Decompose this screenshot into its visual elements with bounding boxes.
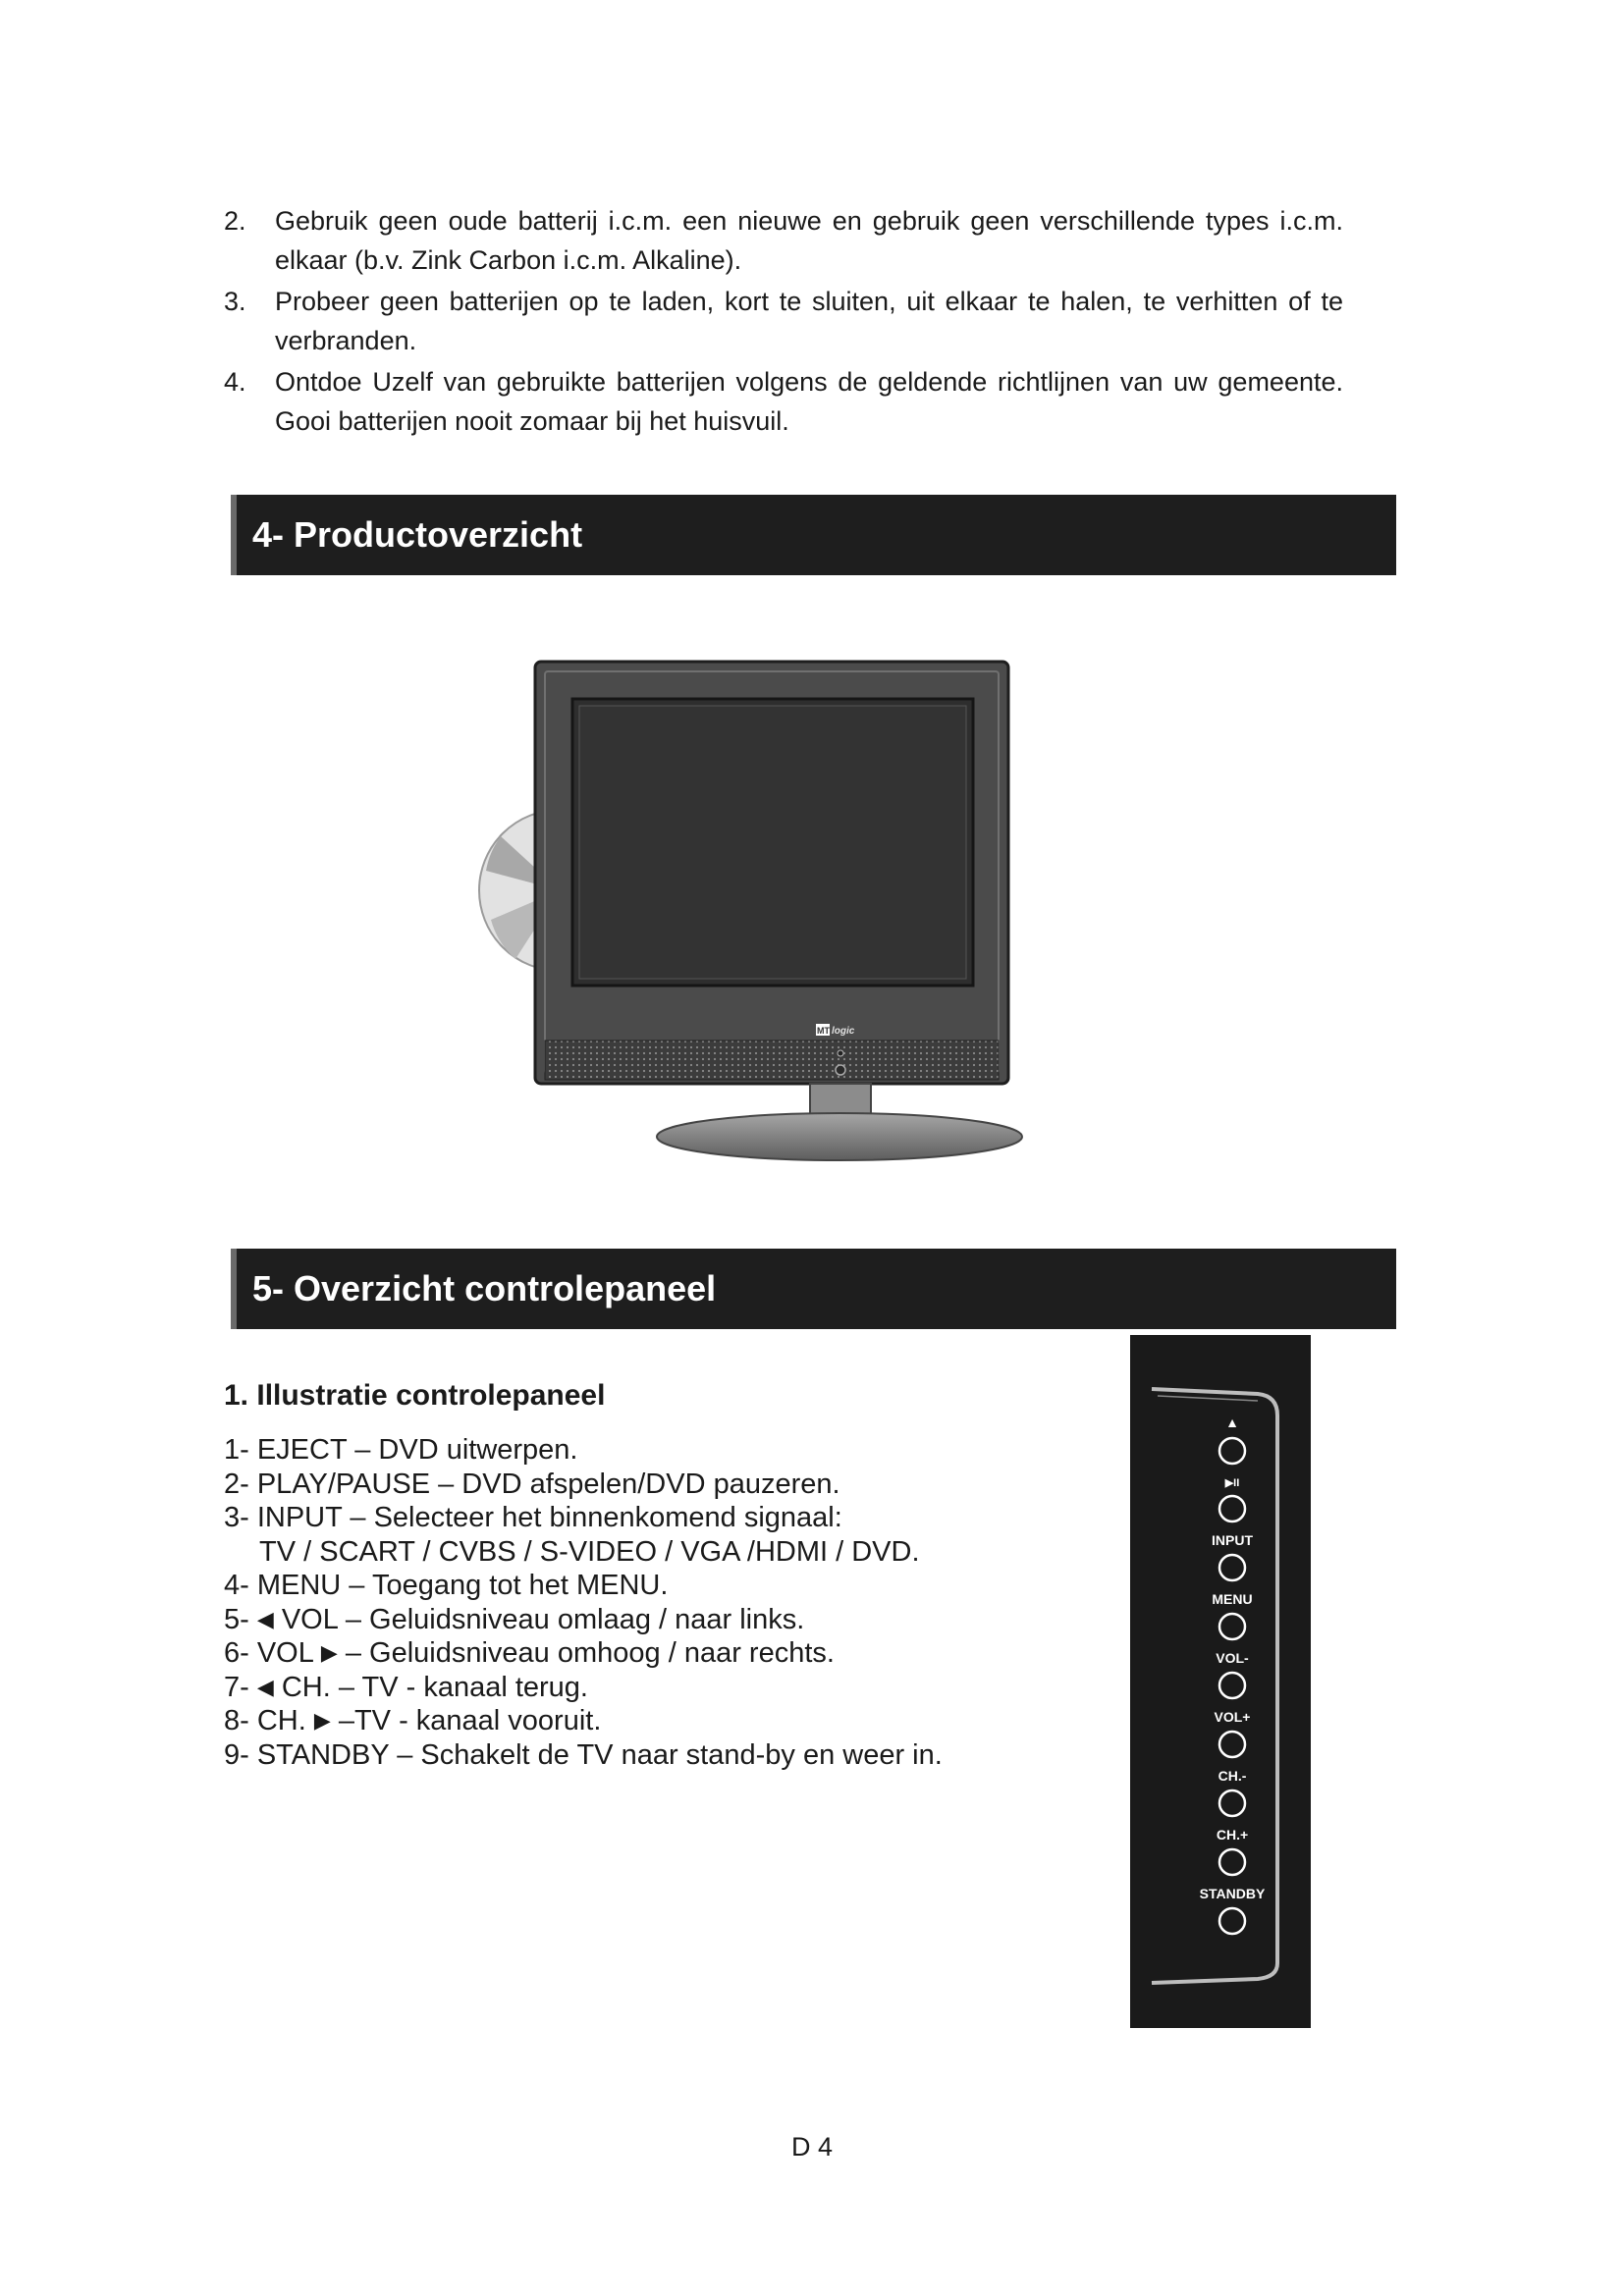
eject-label: ▲ <box>1225 1415 1239 1430</box>
battery-note-text: Ontdoe Uzelf van gebruikte batterijen volgens de geldende richtlijnen van uw gemeente. Gooi batterijen nooit zomaar bij het huisvuil. <box>275 367 1343 436</box>
list-item: TV / SCART / CVBS / S-VIDEO / VGA /HDMI / DVD. <box>259 1535 920 1568</box>
input-label: INPUT <box>1212 1532 1253 1548</box>
ch-down-label: CH.- <box>1218 1768 1247 1784</box>
section-title: 4- Productoverzicht <box>252 514 583 555</box>
battery-note-number: 2. <box>224 206 246 236</box>
list-item: 6- VOL ▶ – Geluidsniveau omhoog / naar rechts. <box>224 1637 835 1669</box>
list-item: 4- MENU – Toegang tot het MENU. <box>224 1570 669 1601</box>
arrow-left-icon: ◀ <box>256 1606 274 1631</box>
arrow-right-icon: ▶ <box>320 1640 338 1665</box>
page-number: D 4 <box>790 2132 834 2162</box>
vol-down-label: VOL- <box>1216 1650 1249 1666</box>
svg-text:logic: logic <box>832 1026 855 1037</box>
brand-logo <box>816 1024 855 1037</box>
battery-note <box>224 362 1343 441</box>
list-item: 2- PLAY/PAUSE – DVD afspelen/DVD pauzeren. <box>224 1468 840 1500</box>
tv-illustration <box>447 650 1036 1200</box>
section-header-control-panel <box>231 1249 1396 1329</box>
list-item: 5- ◀ VOL – Geluidsniveau omlaag / naar links. <box>224 1603 805 1635</box>
arrow-left-icon: ◀ <box>256 1674 274 1699</box>
list-item: 3- INPUT – Selecteer het binnenkomend signaal: <box>224 1502 842 1533</box>
battery-note-text: Probeer geen batterijen op te laden, kort te sluiten, uit elkaar te halen, te verhitten of te verbranden. <box>275 287 1343 355</box>
battery-note <box>224 282 1343 360</box>
control-panel-heading: 1. Illustratie controlepaneel <box>224 1379 606 1412</box>
list-item: 1- EJECT – DVD uitwerpen. <box>224 1434 578 1466</box>
tv-stand-base <box>657 1113 1022 1160</box>
battery-note-number: 3. <box>224 287 246 316</box>
svg-text:MT: MT <box>817 1026 830 1036</box>
list-item: 8- CH. ▶ –TV - kanaal vooruit. <box>224 1705 602 1736</box>
section-header-product-overview <box>231 495 1396 575</box>
battery-note-text: Gebruik geen oude batterij i.c.m. een nieuwe en gebruik geen verschillende types i.c.m. elkaar (b.v. Zink Carbon i.c.m. Alkaline). <box>275 206 1343 275</box>
section-title: 5- Overzicht controlepaneel <box>252 1268 717 1308</box>
ir-sensor-icon <box>836 1065 845 1075</box>
standby-label: STANDBY <box>1199 1886 1266 1901</box>
speaker-grille <box>545 1041 999 1080</box>
battery-note-number: 4. <box>224 367 246 397</box>
list-item: 7- ◀ CH. – TV - kanaal terug. <box>224 1671 588 1703</box>
list-item: 9- STANDBY – Schakelt de TV naar stand-by en weer in. <box>224 1738 943 1771</box>
control-panel-list <box>224 1433 1088 1772</box>
play-pause-label: ▶II <box>1224 1477 1240 1489</box>
vol-up-label: VOL+ <box>1214 1709 1251 1725</box>
menu-label: MENU <box>1212 1591 1253 1607</box>
arrow-right-icon: ▶ <box>313 1708 331 1733</box>
battery-notes-list <box>224 201 1343 443</box>
power-indicator-icon <box>838 1050 843 1056</box>
ch-up-label: CH.+ <box>1216 1827 1249 1842</box>
control-panel-illustration <box>1130 1335 1311 2028</box>
battery-note <box>224 201 1343 280</box>
